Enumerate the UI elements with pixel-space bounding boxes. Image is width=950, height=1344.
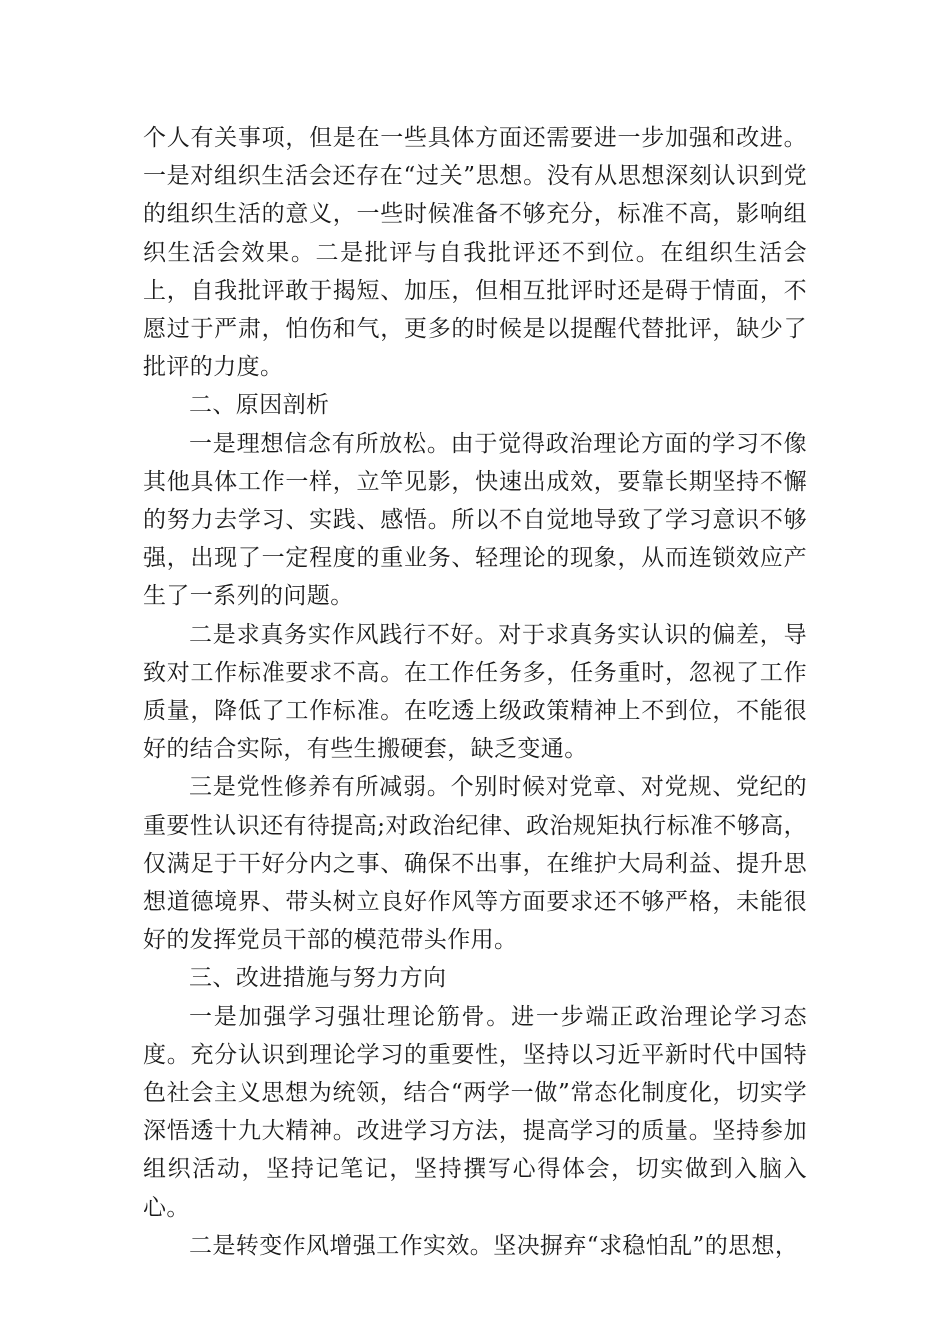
paragraph-style-change: 二是转变作风增强工作实效。坚决摒弃“求稳怕乱”的思想， [189, 1232, 799, 1259]
paragraph-continuation: 个人有关事项，但是在一些具体方面还需要进一步加强和改进。一是对组织生活会还存在“过关”思想。没有从思想深刻认识到党的组织生活的意义，一些时候准备不够充分，标准不高，影响组织生活会效果。二是批评与自我批评还不到位。在组织生活会上，自我批评敢于揭短、加压，但相互批评时还是碍于情面，不愿过于严肃，怕伤和气，更多的时候是以提醒代替批评，缺少了批评的力度。 [143, 125, 807, 381]
paragraph-study: 一是加强学习强壮理论筋骨。进一步端正政治理论学习态度。充分认识到理论学习的重要性，坚持以习近平新时代中国特色社会主义思想为统领，结合“两学一做”常态化制度化，切实学深悟透十九大精神。改进学习方法，提高学习的质量。坚持参加组织活动，坚持记笔记，坚持撰写心得体会，切实做到入脑入心。 [143, 1003, 807, 1221]
section-heading-cause-analysis: 二、原因剖析 [189, 392, 330, 419]
paragraph-ideals: 一是理想信念有所放松。由于觉得政治理论方面的学习不像其他具体工作一样，立竿见影，快速出成效，要靠长期坚持不懈的努力去学习、实践、感悟。所以不自觉地导致了学习意识不够强，出现了一定程度的重业务、轻理论的现象，从而连锁效应产生了一系列的问题。 [143, 430, 807, 610]
section-heading-improvement: 三、改进措施与努力方向 [189, 965, 447, 992]
document-body [143, 119, 807, 1265]
paragraph-party-spirit: 三是党性修养有所减弱。个别时候对党章、对党规、党纪的重要性认识还有待提高;对政治纪律、政治规矩执行标准不够高，仅满足于干好分内之事、确保不出事，在维护大局利益、提升思想道德境界、带头树立良好作风等方面要求还不够严格，未能很好的发挥党员干部的模范带头作用。 [143, 774, 807, 954]
paragraph-work-style: 二是求真务实作风践行不好。对于求真务实认识的偏差，导致对工作标准要求不高。在工作任务多，任务重时，忽视了工作质量，降低了工作标准。在吃透上级政策精神上不到位，不能很好的结合实际，有些生搬硬套，缺乏变通。 [143, 621, 807, 763]
